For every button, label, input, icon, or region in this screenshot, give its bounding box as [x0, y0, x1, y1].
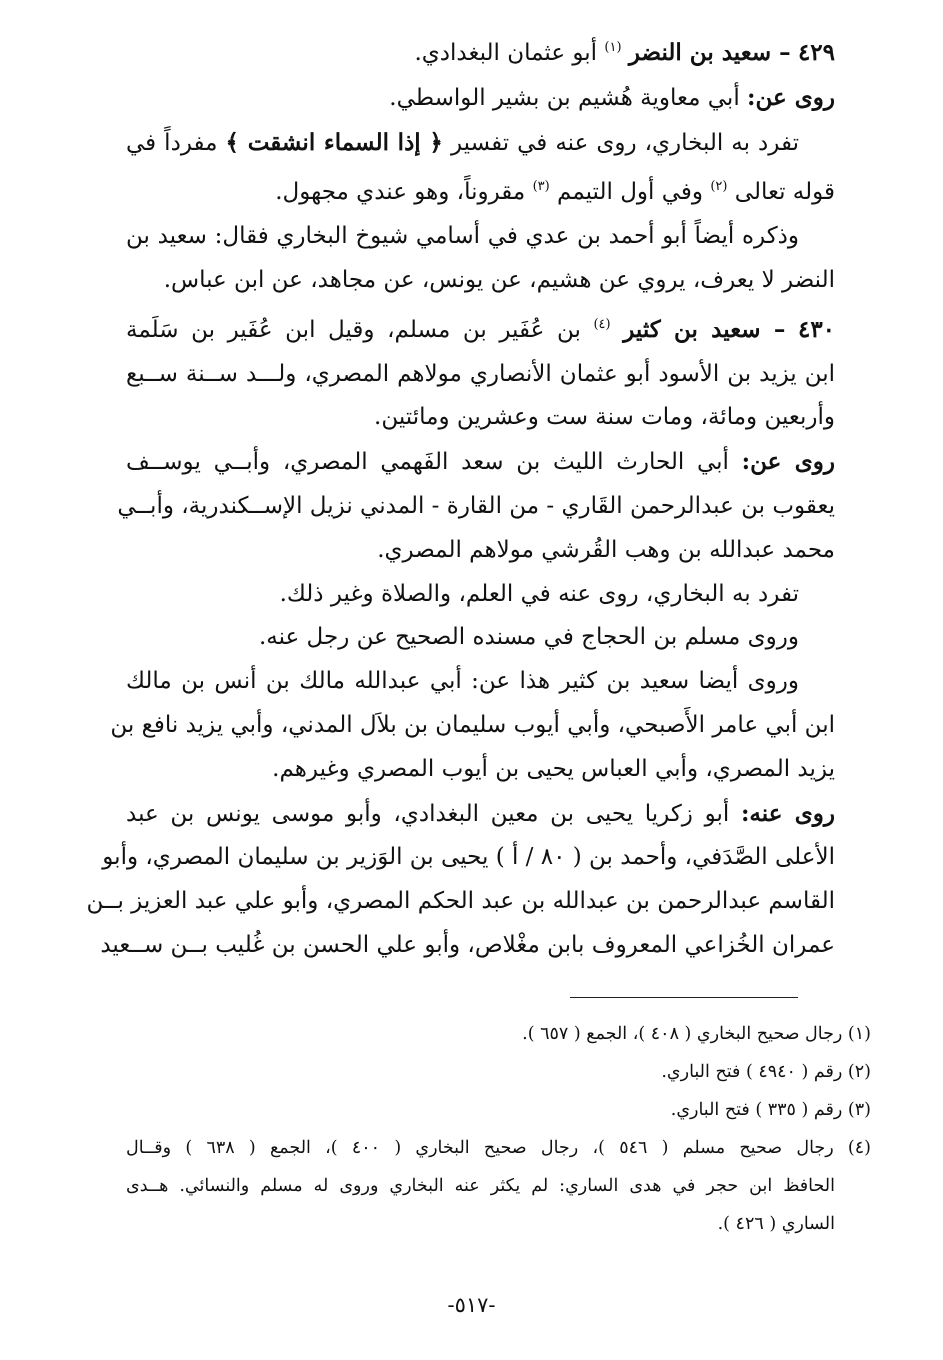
- text-segment: تفرد به البخاري، روى عنه في تفسير: [450, 129, 800, 156]
- footnote-ref: (٤): [593, 316, 611, 332]
- text-line: يزيد المصري، وأبي العباس يحيى بن أيوب المصري وغيرهم.: [272, 755, 835, 782]
- entry-text: أبي الحارث الليث بن سعد الفَهمي المصري، وأبــي يوســف: [126, 449, 729, 476]
- narrated-from-label: روى عن:: [747, 83, 835, 111]
- entry-text: أبو زكريا يحيى بن معين البغدادي، وأبو موسى يونس بن عبد: [126, 800, 730, 827]
- footnote: (٤) رجال صحيح مسلم ( ٥٤٦ )، رجال صحيح البخاري ( ٤٠٠ )، الجمع ( ٦٣٨ ) وقــال: [126, 1138, 871, 1158]
- text-segment: مقروناً، وهو عندي مجهول.: [275, 179, 526, 206]
- text-segment: وفي أول التيمم: [557, 179, 704, 206]
- footnote: (١) رجال صحيح البخاري ( ٤٠٨ )، الجمع ( ٦٥٧ ).: [522, 1024, 871, 1044]
- text-line: وأربعين ومائة، ومات سنة ست وعشرين ومائتين.: [374, 404, 835, 431]
- narrated-from-line: [126, 76, 835, 121]
- footnotes: [126, 1015, 871, 1243]
- footnote-continuation: الساري ( ٤٢٦ ).: [717, 1214, 835, 1234]
- entry-name: سعيد بن النضر: [628, 39, 772, 66]
- text-line: [126, 121, 835, 166]
- entry-text: بن عُفَير بن مسلم، وقيل ابن عُفَير بن سَلَمة: [126, 316, 581, 343]
- text-line: عمران الخُزاعي المعروف بابن مغْلاص، وأبو علي الحسن بن غُليب بــن ســعيد: [100, 931, 835, 958]
- text-line: وذكره أيضاً أبو أحمد بن عدي في أسامي شيوخ البخاري فقال: سعيد بن: [126, 223, 799, 250]
- footnote-ref: (١): [604, 40, 622, 55]
- footnote-ref: (٢): [710, 179, 728, 195]
- text-line: محمد عبدالله بن وهب القُرشي مولاهم المصري.: [377, 536, 835, 563]
- narrated-from-label: روى عن:: [741, 448, 836, 476]
- entry-number: ٤٢٩: [797, 39, 835, 66]
- entry-429-heading: ٤٢٩ – سعيد بن النضر $^{(١)}$ أبو عثمان البغدادي.: [414, 39, 835, 66]
- footnote-ref: (٣): [532, 179, 550, 195]
- text-line: ابن يزيد بن الأسود أبو عثمان الأنصاري مولاهم المصري، ولـــد ســنة ســبع: [126, 360, 835, 387]
- entry-name: سعيد بن كثير: [623, 315, 761, 343]
- entry-430-heading: ٤٣٠ – سعيد بن كثير $^{(٤)}$ بن عُفَير بن مسلم، وقيل ابن عُفَير بن سَلَمة: [126, 315, 836, 343]
- text-segment: مفرداً في: [126, 129, 218, 156]
- main-text: [86, 26, 836, 968]
- footnote: (٣) رقم ( ٣٣٥ ) فتح الباري.: [670, 1100, 871, 1120]
- footnote-continuation: الحافظ ابن حجر في هدى الساري: لم يكثر عنه البخاري وروى له مسلم والنسائي. هــدى: [126, 1176, 835, 1196]
- footnote: (٢) رقم ( ٤٩٤٠ ) فتح الباري.: [661, 1062, 871, 1082]
- text-line: تفرد به البخاري، روى عنه في العلم، والصلاة وغير ذلك.: [279, 580, 799, 607]
- text-line: النضر لا يعرف، يروي عن هشيم، عن يونس، عن مجاهد، عن ابن عباس.: [163, 266, 835, 293]
- text-line: وروى أيضا سعيد بن كثير هذا عن: أبي عبدالله مالك بن أنس بن مالك: [126, 668, 799, 695]
- entry-text: أبي معاوية هُشيم بن بشير الواسطي.: [389, 84, 740, 111]
- text-line: وروى مسلم بن الحجاج في مسنده الصحيح عن رجل عنه.: [258, 624, 799, 651]
- text-line: يعقوب بن عبدالرحمن القَاري - من القارة - المدني نزيل الإســكندرية، وأبــي: [117, 492, 835, 519]
- text-segment: قوله تعالى: [734, 179, 835, 206]
- text-line: ابن أبي عامر الأَصبحي، وأبي أيوب سليمان بن بلاَل المدني، وأبي يزيد نافع بن: [110, 711, 835, 738]
- page-number: -٥١٧-: [447, 1293, 496, 1317]
- entry-text: أبو عثمان البغدادي.: [414, 40, 598, 66]
- sura-title: ﴿ إذا السماء انشقت ﴾: [225, 128, 443, 156]
- entry-number: ٤٣٠: [797, 315, 836, 343]
- text-line: القاسم عبدالرحمن بن عبدالله بن عبد الحكم المصري، وأبو علي عبد العزيز بــن: [86, 888, 835, 915]
- text-line: [126, 165, 835, 215]
- narrated-from-line: [126, 440, 835, 485]
- footnote-divider: [570, 997, 798, 998]
- narrated-by-line: [126, 792, 835, 837]
- text-line: الأعلى الصَّدَفي، وأحمد بن ( ٨٠ / أ ) يحيى بن الوَزير بن سليمان المصري، وأبو: [102, 844, 835, 871]
- narrated-by-label: روى عنه:: [740, 799, 836, 827]
